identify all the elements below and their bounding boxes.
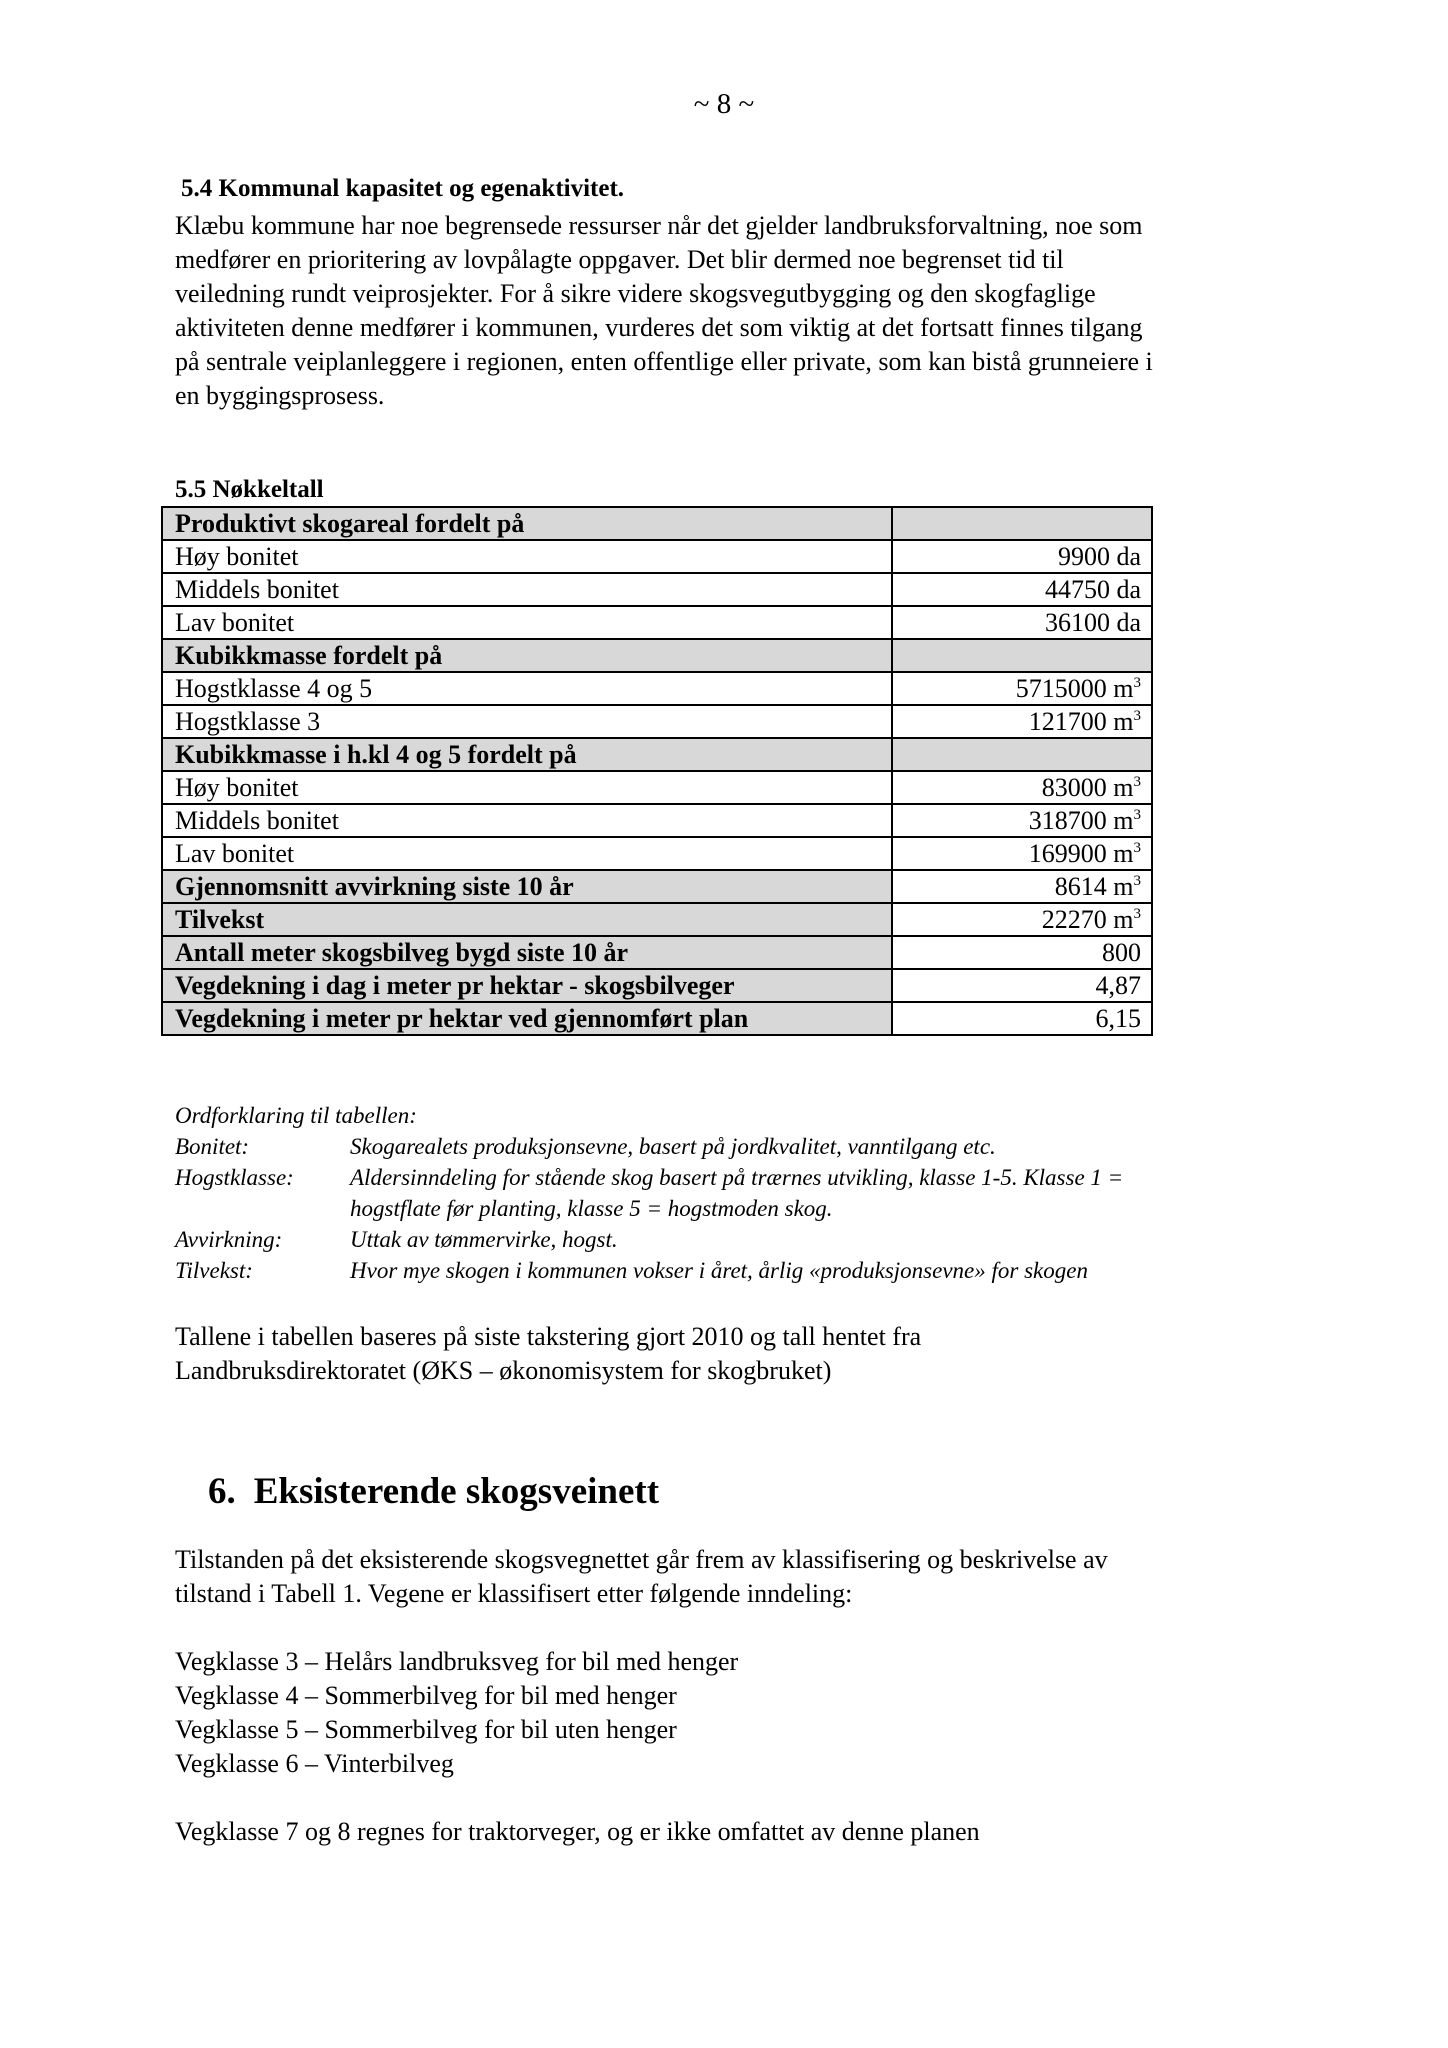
table-row — [162, 672, 1152, 705]
table-row — [162, 705, 1152, 738]
body-line: en byggingsprosess. — [175, 381, 385, 410]
table-cell-label: Kubikkmasse i h.kl 4 og 5 fordelt på — [162, 738, 892, 771]
body-line: Klæbu kommune har noe begrensede ressurser når det gjelder landbruksforvaltning, noe som — [175, 211, 1143, 240]
table-cell-value — [892, 639, 1152, 672]
table-cell-label: Produktivt skogareal fordelt på — [162, 507, 892, 540]
table-cell-value: 800 — [892, 936, 1152, 969]
page-number: ~ 8 ~ — [693, 88, 755, 120]
list-item: Vegklasse 6 – Vinterbilveg — [175, 1749, 454, 1778]
table-cell-label: Middels bonitet — [162, 804, 892, 837]
road-class-note: Vegklasse 7 og 8 regnes for traktorveger, og er ikke omfattet av denne planen — [175, 1817, 980, 1846]
glossary-term: Avvirkning: — [175, 1227, 283, 1252]
table-cell-value: 169900 $m^3$ — [892, 837, 1152, 870]
table-row — [162, 573, 1152, 606]
table-row — [162, 903, 1152, 936]
section-5-5-heading: 5.5 Nøkkeltall — [175, 476, 324, 503]
table-cell-value — [892, 738, 1152, 771]
table-cell-value: 83000 $m^3$ — [892, 771, 1152, 804]
list-item: Vegklasse 3 – Helårs landbruksveg for bil med henger — [175, 1647, 739, 1676]
table-cell-label: Kubikkmasse fordelt på — [162, 639, 892, 672]
table-cell-label: Høy bonitet — [162, 771, 892, 804]
body-line: aktiviteten denne medfører i kommunen, vurderes det som viktig at det fortsatt finnes tilgang — [175, 313, 1143, 342]
table-cell-value: 8614 $m^3$ — [892, 870, 1152, 903]
body-line: Tallene i tabellen baseres på siste takstering gjort 2010 og tall hentet fra — [175, 1322, 922, 1351]
body-line: på sentrale veiplanleggere i regionen, enten offentlige eller private, som kan bistå grunneiere i — [175, 347, 1153, 376]
table-row — [162, 837, 1152, 870]
glossary-term: Hogstklasse: — [175, 1165, 294, 1190]
table-cell-value: 9900 da — [892, 540, 1152, 573]
glossary-definition: Hvor mye skogen i kommunen vokser i året, årlig «produksjonsevne» for skogen — [350, 1258, 1088, 1283]
section-6-intro — [175, 1543, 1108, 1611]
glossary-entry — [175, 1162, 1448, 1193]
table-cell-value — [892, 507, 1152, 540]
table-cell-label: Lav bonitet — [162, 606, 892, 639]
table-row — [162, 870, 1152, 903]
table-row — [162, 507, 1152, 540]
table-cell-label: Middels bonitet — [162, 573, 892, 606]
list-item: Vegklasse 5 – Sommerbilveg for bil uten henger — [175, 1715, 677, 1744]
glossary-entry — [175, 1193, 1448, 1224]
table-row — [162, 606, 1152, 639]
table-cell-label: Hogstklasse 4 og 5 — [162, 672, 892, 705]
glossary-term: Bonitet: — [175, 1134, 250, 1159]
list-item: Vegklasse 4 – Sommerbilveg for bil med henger — [175, 1681, 677, 1710]
table-cell-value: 121700 $m^3$ — [892, 705, 1152, 738]
table-cell-label: Høy bonitet — [162, 540, 892, 573]
table-cell-value: 318700 $m^3$ — [892, 804, 1152, 837]
table-cell-label: Vegdekning i dag i meter pr hektar - skogsbilveger — [162, 969, 892, 1002]
table-cell-label: Lav bonitet — [162, 837, 892, 870]
source-note — [175, 1320, 921, 1388]
section-6-heading — [208, 1470, 659, 1513]
table-row — [162, 639, 1152, 672]
table-row — [162, 804, 1152, 837]
section-title: Eksisterende skogsveinett — [253, 1471, 660, 1512]
section-5-4-heading: 5.4 Kommunal kapasitet og egenaktivitet. — [181, 175, 625, 202]
glossary — [175, 1100, 1448, 1286]
glossary-entry — [175, 1224, 1448, 1255]
table-cell-label: Vegdekning i meter pr hektar ved gjennomført plan — [162, 1002, 892, 1035]
glossary-definition: hogstflate før planting, klasse 5 = hogstmoden skog. — [350, 1196, 833, 1221]
table-cell-label: Gjennomsnitt avvirkning siste 10 år — [162, 870, 892, 903]
table-cell-label: Tilvekst — [162, 903, 892, 936]
glossary-entry — [175, 1131, 1448, 1162]
section-number: 6. — [208, 1471, 236, 1512]
body-line: veiledning rundt veiprosjekter. For å sikre videre skogsvegutbygging og den skogfaglige — [175, 279, 1096, 308]
table-cell-value: 5715000 $m^3$ — [892, 672, 1152, 705]
glossary-term: Tilvekst: — [175, 1258, 253, 1283]
table-cell-value: 22270 $m^3$ — [892, 903, 1152, 936]
table-cell-label: Hogstklasse 3 — [162, 705, 892, 738]
table-cell-value: 4,87 — [892, 969, 1152, 1002]
glossary-definition: Uttak av tømmervirke, hogst. — [350, 1227, 618, 1252]
table-cell-label: Antall meter skogsbilveg bygd siste 10 år — [162, 936, 892, 969]
body-line: medfører en prioritering av lovpålagte oppgaver. Det blir dermed noe begrenset tid til — [175, 245, 1064, 274]
table-row — [162, 969, 1152, 1002]
key-figures-table — [161, 506, 1153, 1036]
glossary-title: Ordforklaring til tabellen: — [175, 1103, 417, 1128]
table-row — [162, 936, 1152, 969]
table-row — [162, 540, 1152, 573]
table-cell-value: 44750 da — [892, 573, 1152, 606]
table-row — [162, 738, 1152, 771]
road-class-list — [175, 1645, 738, 1781]
body-line: tilstand i Tabell 1. Vegene er klassifisert etter følgende inndeling: — [175, 1579, 853, 1608]
glossary-definition: Skogarealets produksjonsevne, basert på jordkvalitet, vanntilgang etc. — [350, 1134, 996, 1159]
glossary-term — [175, 1193, 350, 1224]
table-cell-value: 6,15 — [892, 1002, 1152, 1035]
table-row — [162, 771, 1152, 804]
table-row — [162, 1002, 1152, 1035]
body-line: Tilstanden på det eksisterende skogsvegnettet går frem av klassifisering og beskrivelse av — [175, 1545, 1108, 1574]
glossary-definition: Aldersinndeling for stående skog basert på trærnes utvikling, klasse 1-5. Klasse 1 = — [350, 1165, 1124, 1190]
section-5-4-body — [175, 209, 1153, 413]
table-cell-value: 36100 da — [892, 606, 1152, 639]
body-line: Landbruksdirektoratet (ØKS – økonomisystem for skogbruket) — [175, 1356, 832, 1385]
glossary-entry — [175, 1255, 1448, 1286]
